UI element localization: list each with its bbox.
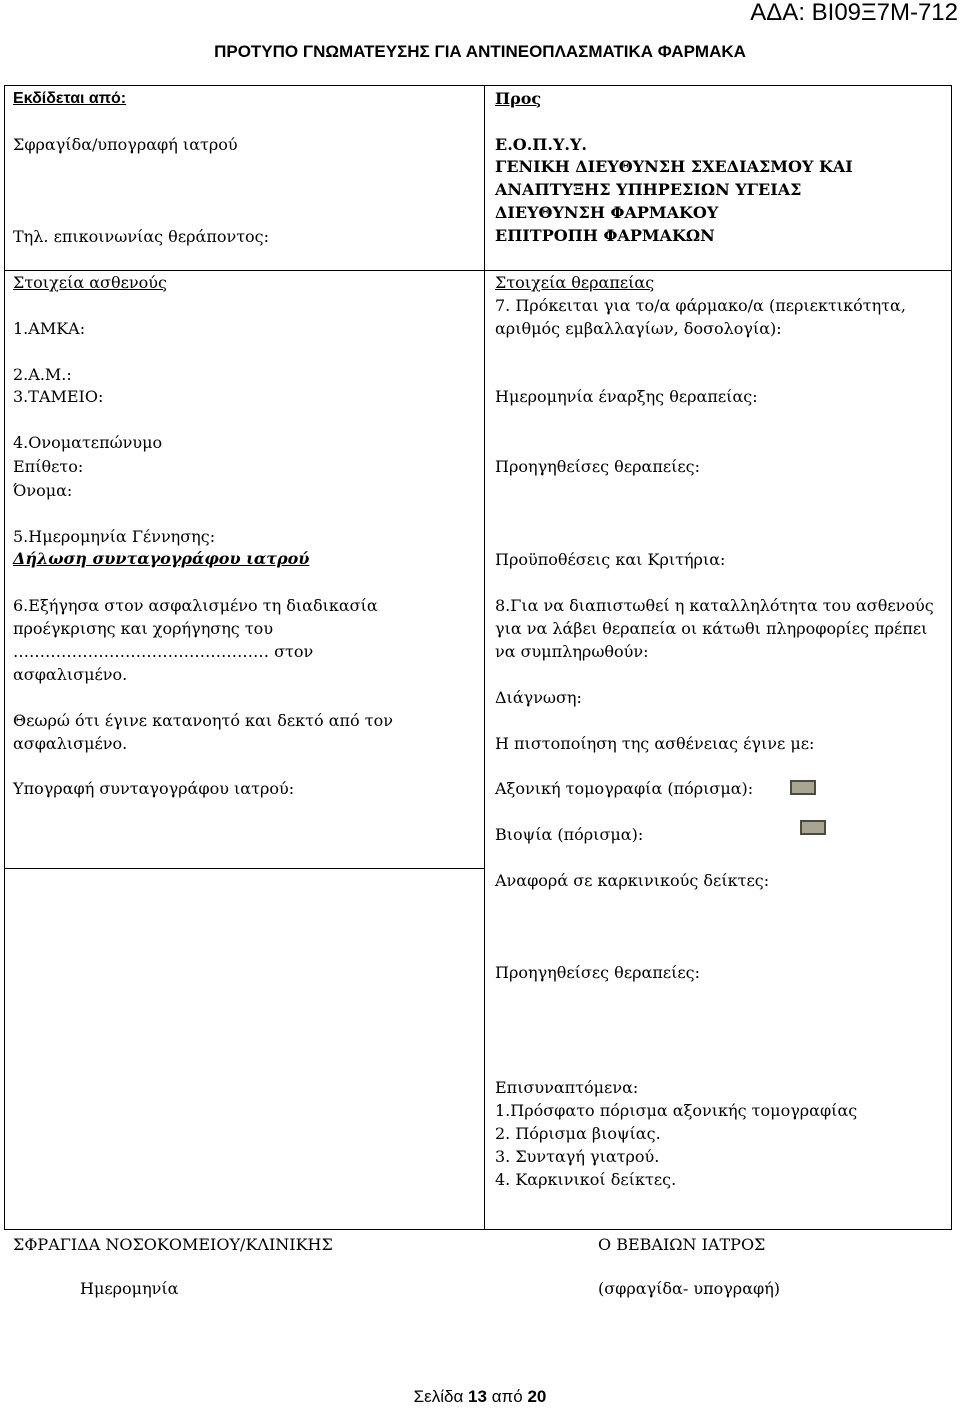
surname-field[interactable]: Επίθετο: bbox=[13, 457, 84, 476]
certifying-doctor-label: Ο ΒΕΒΑΙΩΝ ΙΑΤΡΟΣ bbox=[598, 1235, 766, 1254]
dob-field[interactable]: 5.Ημερομηνία Γέννησης: bbox=[13, 527, 216, 546]
understood-line-2: ασφαλισμένο. bbox=[13, 734, 128, 753]
attachment-item-4: 4. Καρκινικοί δείκτες. bbox=[495, 1170, 677, 1189]
page-current: 13 bbox=[468, 1387, 487, 1406]
explained-line-1: 6.Εξήγησα στον ασφαλισμένο τη διαδικασία bbox=[13, 596, 378, 615]
ada-code: ΑΔΑ: ΒΙ09Ξ7Μ-712 bbox=[750, 0, 958, 26]
drug-line-1: 7. Πρόκειται για το/α φάρμακο/α (περιεκτικότητα, bbox=[495, 296, 906, 315]
biopsy-field[interactable]: Βιοψία (πόρισμα): bbox=[495, 825, 644, 844]
document-title: ΠΡΟΤΥΠΟ ΓΝΩΜΑΤΕΥΣΗΣ ΓΙΑ ΑΝΤΙΝΕΟΠΛΑΣΜΑΤΙΚΑ ΦΑΡΜΑΚΑ bbox=[214, 42, 746, 61]
date-label: Ημερομηνία bbox=[80, 1279, 179, 1298]
previous-therapies-field[interactable]: Προηγηθείσες θεραπείες: bbox=[495, 457, 701, 476]
attachment-item-1: 1.Πρόσφατο πόρισμα αξονικής τομογραφίας bbox=[495, 1101, 858, 1120]
of-word: από bbox=[491, 1387, 523, 1406]
row-divider-1 bbox=[4, 270, 952, 271]
eopyy-label: Ε.Ο.Π.Υ.Υ. bbox=[495, 135, 587, 154]
drug-directorate-label: ΔΙΕΥΘΥΝΣΗ ΦΑΡΜΑΚΟΥ bbox=[495, 203, 719, 222]
doctor-signature-label: (σφραγίδα- υπογραφή) bbox=[598, 1279, 781, 1298]
row-divider-left bbox=[4, 868, 485, 869]
name-field[interactable]: Όνομα: bbox=[13, 481, 73, 500]
fullname-label: 4.Ονοματεπώνυμο bbox=[13, 433, 163, 452]
explained-line-3[interactable]: ………………………………………… στον bbox=[13, 642, 314, 661]
attachment-item-3: 3. Συνταγή γιατρού. bbox=[495, 1147, 660, 1166]
attachment-item-2: 2. Πόρισμα βιοψίας. bbox=[495, 1124, 661, 1143]
patient-heading: Στοιχεία ασθενούς bbox=[13, 273, 167, 292]
info-line-3: να συμπληρωθούν: bbox=[495, 642, 649, 661]
general-directorate-line-2: ΑΝΑΠΤΥΞΗΣ ΥΠΗΡΕΣΙΩΝ ΥΓΕΙΑΣ bbox=[495, 180, 802, 199]
criteria-label: Προϋποθέσεις και Κριτήρια: bbox=[495, 550, 726, 569]
therapy-start-date-field[interactable]: Ημερομηνία έναρξης θεραπείας: bbox=[495, 387, 758, 406]
tumor-markers-field[interactable]: Αναφορά σε καρκινικούς δείκτες: bbox=[495, 871, 770, 890]
seal-label: Σφραγίδα/υπογραφή ιατρού bbox=[13, 135, 238, 154]
diagnosis-field[interactable]: Διάγνωση: bbox=[495, 688, 582, 707]
attachments-label: Επισυναπτόμενα: bbox=[495, 1078, 639, 1097]
explained-line-2: προέγκρισης και χορήγησης του bbox=[13, 619, 274, 638]
page-word: Σελίδα bbox=[413, 1387, 464, 1406]
previous-therapies-field-2[interactable]: Προηγηθείσες θεραπείες: bbox=[495, 963, 701, 982]
certification-label: Η πιστοποίηση της ασθένειας έγινε με: bbox=[495, 734, 815, 753]
tameio-field[interactable]: 3.ΤΑΜΕΙΟ: bbox=[13, 387, 104, 406]
ct-field[interactable]: Αξονική τομογραφία (πόρισμα): bbox=[495, 779, 754, 798]
therapy-heading: Στοιχεία θεραπείας bbox=[495, 273, 655, 292]
info-line-1: 8.Για να διαπιστωθεί η καταλληλότητα του ασθενούς bbox=[495, 596, 934, 615]
ct-checkbox[interactable] bbox=[790, 780, 816, 795]
hospital-seal-label: ΣΦΡΑΓΙΔΑ ΝΟΣΟΚΟΜΕΙΟΥ/ΚΛΙΝΙΚΗΣ bbox=[13, 1235, 333, 1254]
to-heading: Προς bbox=[495, 89, 542, 108]
drug-committee-label: ΕΠΙΤΡΟΠΗ ΦΑΡΜΑΚΩΝ bbox=[495, 226, 715, 245]
understood-line-1: Θεωρώ ότι έγινε κατανοητό και δεκτό από τον bbox=[13, 711, 393, 730]
prescriber-signature-label: Υπογραφή συνταγογράφου ιατρού: bbox=[13, 779, 295, 798]
drug-line-2[interactable]: αριθμός εμβαλλαγίων, δοσολογία): bbox=[495, 319, 782, 338]
general-directorate-line-1: ΓΕΝΙΚΗ ΔΙΕΥΘΥΝΣΗ ΣΧΕΔΙΑΣΜΟΥ ΚΑΙ bbox=[495, 157, 853, 176]
am-field[interactable]: 2.Α.Μ.: bbox=[13, 365, 72, 384]
biopsy-checkbox[interactable] bbox=[800, 820, 826, 835]
explained-line-4: ασφαλισμένο. bbox=[13, 665, 128, 684]
issued-by-label: Εκδίδεται από: bbox=[13, 90, 127, 107]
amka-field[interactable]: 1.ΑΜΚΑ: bbox=[13, 319, 86, 338]
page-number bbox=[0, 1387, 960, 1407]
phone-label: Τηλ. επικοινωνίας θεράποντος: bbox=[13, 227, 270, 246]
info-line-2: για να λάβει θεραπεία οι κάτωθι πληροφορίες πρέπει bbox=[495, 619, 928, 638]
page-total: 20 bbox=[527, 1387, 547, 1406]
declaration-heading: Δήλωση συνταγογράφου ιατρού bbox=[13, 549, 310, 568]
column-divider bbox=[484, 85, 485, 1230]
